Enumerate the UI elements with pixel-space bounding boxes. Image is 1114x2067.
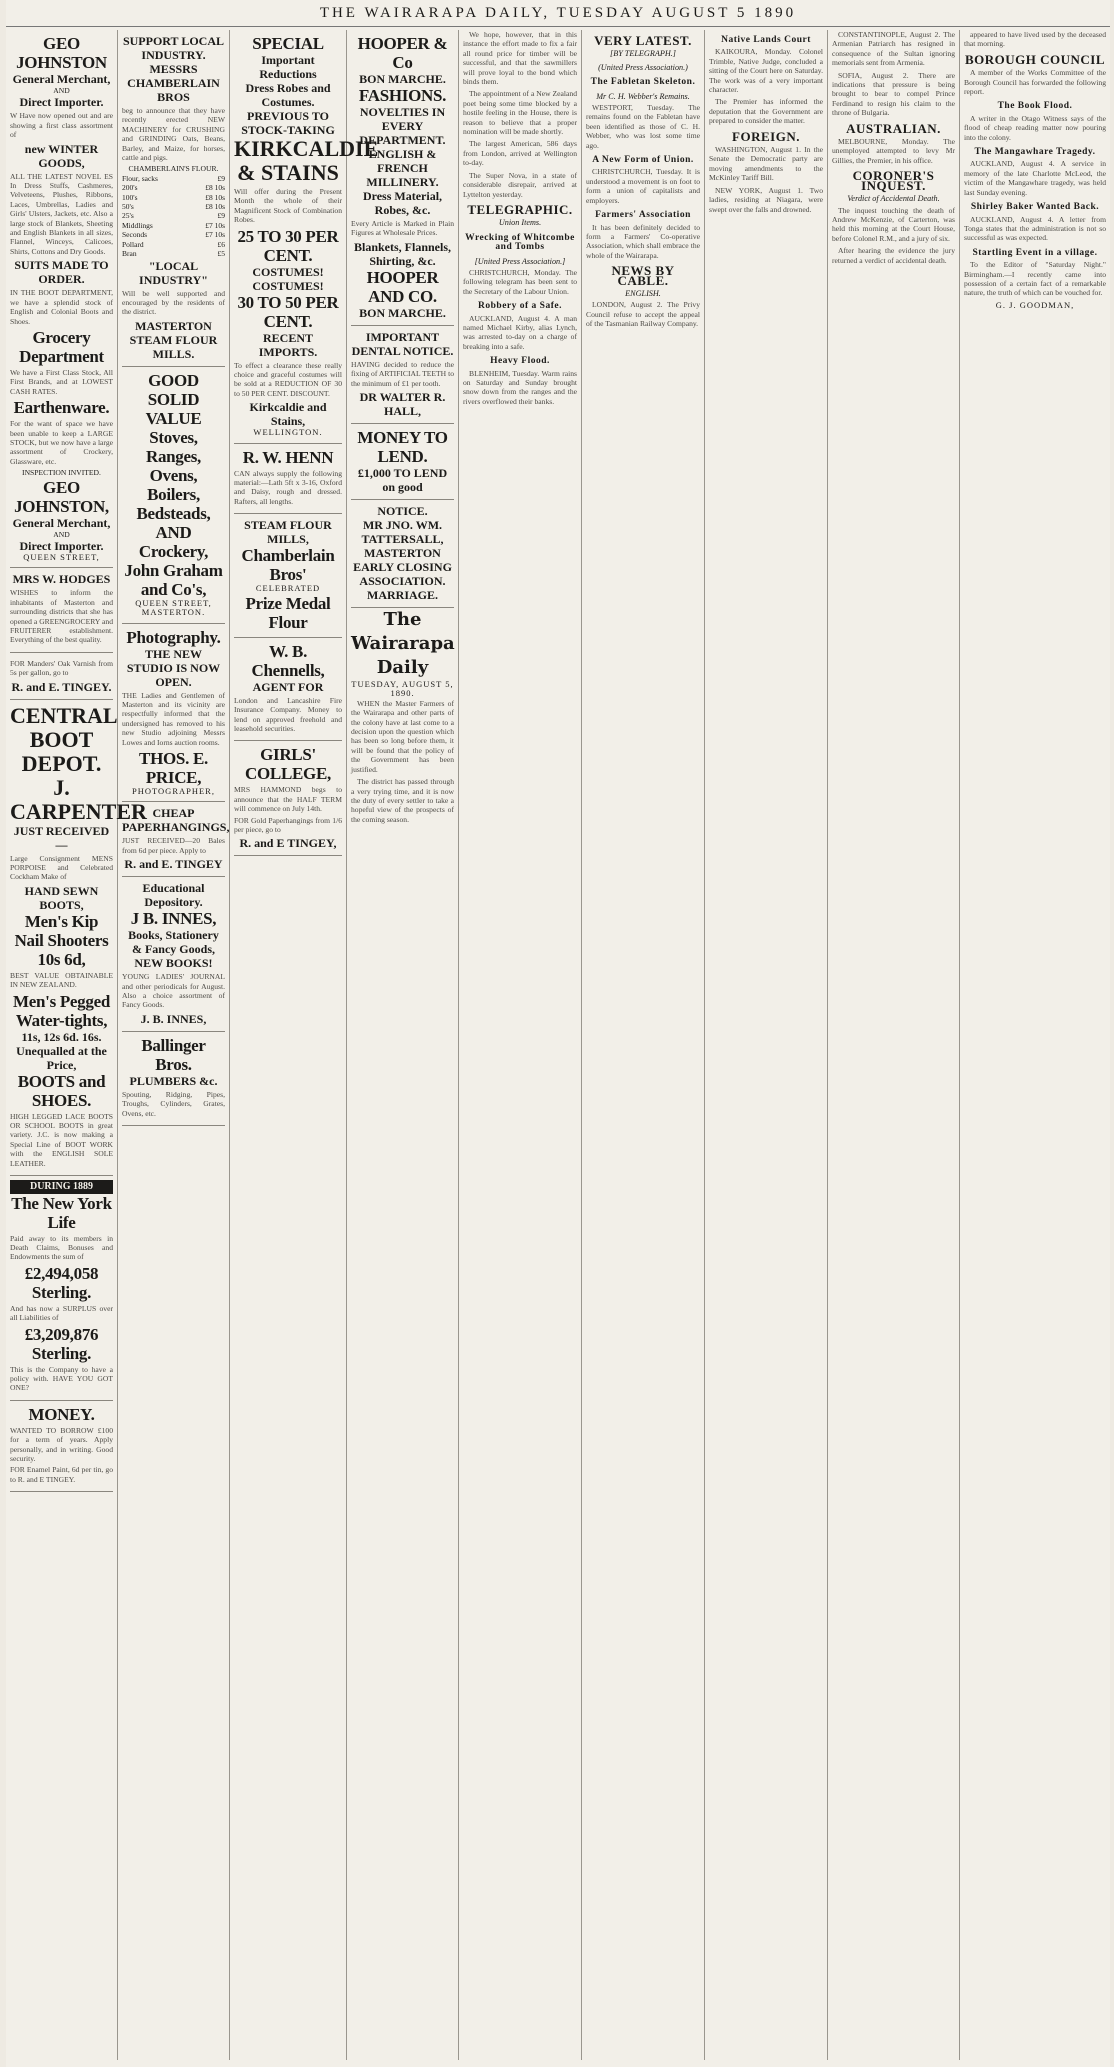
ad-body: Spouting, Ridging, Pipes, Troughs, Cylinders, Grates, Ovens, etc. (122, 1089, 225, 1118)
ad-heading: MRS W. HODGES (12, 572, 111, 587)
ad-girls-college (234, 741, 342, 856)
price-row: Pollard £6 (122, 239, 225, 249)
ad-carpenter (10, 700, 147, 1176)
article (964, 215, 1106, 243)
article (463, 314, 577, 352)
article-heading: A New Form of Union. (592, 155, 694, 166)
ad-heading: MASTERTON STEAM FLOUR MILLS. (129, 318, 218, 361)
article (463, 369, 577, 407)
ad-subheading: AND (53, 86, 70, 95)
section-heading: VERY LATEST. (594, 33, 692, 48)
article (463, 30, 577, 199)
ad-address: WELLINGTON. (253, 427, 323, 438)
column-8 (828, 30, 960, 2060)
subheading: (United Press Association.) (598, 62, 688, 72)
ad-geo-johnston (10, 30, 113, 568)
editorial (351, 608, 454, 824)
column-2 (118, 30, 230, 2060)
price-row: 100's £8 10s (122, 192, 225, 202)
newspaper-page (6, 0, 1110, 2067)
ad-heading: Stoves, Ranges, Ovens, Boilers, Bedsteads, AND Crockery, (136, 427, 211, 561)
article (586, 223, 700, 261)
column-9 (960, 30, 1110, 2060)
ad-body: Paid away to its members in Death Claims, Bonuses and Endowments the sum of (10, 1233, 113, 1262)
article-heading: Wrecking of Whitcombe and Tombs (465, 232, 575, 253)
ad-body: beg to announce that they have recently erected NEW MACHINERY for CRUSHING and GRINDING Oats, Beans, Barley, and Maize, for horses, cattle and pigs. (122, 106, 225, 163)
column-1 (6, 30, 147, 2060)
ad-heading: GEO JOHNSTON (16, 34, 107, 72)
ad-ballinger (122, 1032, 225, 1126)
ad-body: MRS HAMMOND begs to announce that the HALF TERM will commence on July 14th. (234, 785, 342, 814)
article (832, 30, 955, 118)
ad-heading: STEAM FLOUR MILLS, (244, 518, 332, 547)
article (964, 114, 1106, 142)
ad-new-york-life (10, 1176, 113, 1401)
ad-subheading: AGENT FOR (252, 679, 324, 694)
ad-money (10, 1401, 113, 1492)
article-paragraph: MELBOURNE, Monday. The unemployed attempted to levy Mr Gillies, the Premier, in his office. (832, 137, 955, 165)
ad-heading: Grocery Department (19, 327, 104, 366)
ad-subheading: AND (53, 529, 70, 539)
ad-heading: Kirkcaldie and Stains, (249, 400, 327, 429)
article-paragraph: AUCKLAND, August 4. A service in memory of the late Charlotte McLeod, the victim of the Mangawhare tragedy, was held last Sunday evening. (964, 159, 1106, 197)
column-6 (582, 30, 705, 2060)
ad-heading: THOS. E. PRICE, (139, 748, 208, 787)
article (586, 167, 700, 205)
ad-heading: Dress Robes and Costumes. (245, 81, 331, 109)
price-row: 25's £9 (122, 211, 225, 221)
article (709, 47, 823, 125)
ad-body: WANTED TO BORROW £100 for a term of years. Apply personally, and in writing. Good security. (10, 1425, 113, 1463)
column-4 (347, 30, 459, 2060)
ad-heading: NOTICE. (377, 504, 428, 519)
ad-heading: Chamberlain Bros' (241, 546, 335, 585)
ad-heading: SUPPORT LOCAL INDUSTRY. (122, 34, 225, 62)
ad-subheading: NOVELTIES IN EVERY DEPARTMENT. (359, 105, 446, 147)
ad-body: ALL THE LATEST NOVEL ES In Dress Stuffs, Cashmeres, Velveteens, Plushes, Ribbons, Laces, Umbrellas, Ladies and Girls' Ulsters, Jackets, etc. Also a large stock of Blankets, Sheeting and English Blankets in all sizes, Flannel, Winceys, Calicoes, Shirts, Cottons and Dry Goods. (10, 171, 113, 256)
section-heading: CORONER'S INQUEST. (852, 168, 935, 193)
subheading: Union Items. (498, 218, 542, 228)
ad-heading: Photography. (126, 627, 221, 647)
ad-henn (234, 444, 342, 515)
ad-heading: CENTRAL (10, 702, 118, 728)
article-paragraph: WHEN the Master Farmers of the Wairarapa and other parts of the colony have at last come to a decision upon the question which has been so long before them, it will be found that the policy of the Government has been justified. (351, 698, 454, 774)
ad-body: THE Ladies and Gentlemen of Masterton and its vicinity are respectfully informed that the undersigned has removed to his new Studio adjoining Messrs Lowes and Iorns auction rooms. (122, 690, 225, 747)
ad-heading: J B. INNES, (130, 909, 217, 929)
ad-chamberlain-flour (234, 514, 342, 637)
ad-heading: NEW BOOKS! (134, 956, 213, 971)
ad-heading: Ballinger Bros. (141, 1035, 206, 1074)
ad-address: QUEEN STREET, (23, 551, 100, 562)
ad-hooper (351, 30, 454, 326)
ad-heading: Men's Kip Nail Shooters 10s 6d, (14, 911, 109, 969)
ad-heading: R. and E. TINGEY. (11, 679, 112, 694)
ad-heading: MARRIAGE. (367, 588, 438, 603)
ad-heading: INSPECTION INVITED. (22, 468, 101, 478)
article-paragraph: appeared to have lived used by the deceased that morning. (964, 30, 1106, 49)
ad-heading: GOOD SOLID VALUE (145, 370, 202, 428)
ad-subheading: CELEBRATED (255, 583, 321, 594)
section-heading: TELEGRAPHIC. (467, 201, 573, 217)
ad-heading: Earthenware. (13, 398, 110, 418)
issue-date: TUESDAY, AUGUST 5, 1890. (351, 679, 454, 699)
ad-heading: CHAMBERLAIN'S FLOUR. (128, 164, 219, 174)
article-paragraph: NEW YORK, August 1. Two ladies, residing at Niagara, were swept over the falls and drowned. (709, 185, 823, 214)
ad-heading: MONEY TO LEND. (357, 428, 448, 467)
ad-body: Will be well supported and encouraged by the residents of the district. (122, 288, 225, 317)
article-heading: Native Lands Court (721, 35, 811, 45)
ad-john-graham (122, 367, 225, 624)
price-row: 200's £8 10s (122, 183, 225, 193)
ad-heading: HOOPER AND CO. (366, 267, 439, 306)
article-paragraph: KAIKOURA, Monday. Colonel Trimble, Native Judge, concluded a sitting of the Court here on Saturday. The work was of a very important character. (709, 47, 823, 95)
article-paragraph: A writer in the Otago Witness says of the flood of cheap reading matter now pouring into the colony. (964, 113, 1106, 142)
ad-body: YOUNG LADIES' JOURNAL and other periodicals for August. Also a choice assortment of Fancy Goods. (122, 972, 225, 1010)
ad-heading: R. and E TINGEY, (239, 836, 337, 851)
article-paragraph: The district has passed through a very trying time, and it is now the duty of every settler to take a hopeful view of the prospects of the coming season. (351, 777, 454, 824)
subheading: Mr C. H. Webber's Remains. (596, 91, 690, 101)
section-heading: BOROUGH COUNCIL (964, 51, 1106, 67)
ad-subheading: THE NEW STUDIO IS NOW OPEN. (126, 646, 221, 689)
article-paragraph: CHRISTCHURCH, Tuesday. It is understood a movement is on foot to form a union of capitalists and employers. (586, 167, 700, 205)
ad-address: QUEEN STREET, MASTERTON. (135, 597, 212, 618)
ad-heading: FASHIONS. (358, 86, 447, 105)
article (709, 145, 823, 214)
ad-heading: MESSRS CHAMBERLAIN BROS (127, 62, 220, 104)
ad-heading: £1,000 TO LEND on good (357, 466, 448, 495)
ad-subheading: JUST RECEIVED— (13, 823, 110, 852)
ad-body: IN THE BOOT DEPARTMENT, we have a splendid stock of English and Colonial Boots and Shoes. (10, 288, 113, 326)
article-paragraph: SOFIA, August 2. There are indications that pressure is being brought to bear to compel Prince Ferdinand to resign his claim to the throne of Bulgaria. (832, 70, 955, 118)
ad-heading: R. W. HENN (242, 447, 334, 467)
ad-price-photography (122, 624, 225, 803)
price-row: Bran £5 (122, 249, 225, 259)
ad-body: WISHES to inform the inhabitants of Masterton and surrounding districts that she has opened a GREENGROCERY and FRUITERER establishment. Everything of the best quality. (10, 588, 113, 645)
section-heading: NEWS BY CABLE. (611, 263, 675, 288)
ad-heading: BOOTS and SHOES. (17, 1071, 106, 1110)
article-paragraph: CONSTANTINOPLE, August 2. The Armenian Patriarch has resigned in consequence of the Sultan ignoring memorials sent from Armenia. (832, 30, 955, 68)
ad-body: FOR Enamel Paint, 6d per tin, go to R. and E TINGEY. (10, 1465, 113, 1484)
article (586, 300, 700, 328)
ad-body: Will offer during the Present Month the whole of their Magnificent Stock of Combination Robes. (234, 187, 342, 225)
ad-heading: RECENT IMPORTS. (258, 330, 318, 359)
ad-body: W Have now opened out and are showing a first class assortment of (10, 111, 113, 140)
subheading: [BY TELEGRAPH.] (610, 49, 676, 59)
article-paragraph: The Premier has informed the deputation that the Government are prepared to consider the matter. (709, 97, 823, 126)
article-heading: Shirley Baker Wanted Back. (970, 202, 1100, 213)
ad-heading: "LOCAL INDUSTRY" (139, 258, 208, 287)
ad-body: This is the Company to have a policy with. HAVE YOU GOT ONE? (10, 1364, 113, 1393)
ad-heading: MR JNO. WM. TATTERSALL, (361, 518, 444, 547)
article-heading: The Fabletan Skeleton. (590, 77, 696, 88)
article-paragraph: LONDON, August 2. The Privy Council refuse to accept the appeal of the Tasmanian Railway Company. (586, 300, 700, 329)
article-heading: The Mangawhare Tragedy. (974, 147, 1096, 158)
ad-subheading: PHOTOGRAPHER, (132, 785, 215, 796)
ad-heading: GIRLS' COLLEGE, (245, 745, 331, 784)
article-paragraph: WESTPORT, Tuesday. The remains found on the Fabletan have been identified as those of C. H. Webber, who was lost some time ago. (586, 103, 700, 150)
ad-body: HAVING decided to reduce the fixing of ARTIFICIAL TEETH to the minimum of £1 per tooth. (351, 359, 454, 388)
article-paragraph: A member of the Works Committee of the Borough Council has forwarded the following report. (964, 68, 1106, 97)
column-3 (230, 30, 379, 2060)
article (964, 159, 1106, 197)
ad-heading: Educational Depository. (142, 881, 205, 910)
price-row: Middlings £7 10s (122, 220, 225, 230)
ad-heading: £3,209,876 Sterling. (24, 1324, 99, 1363)
ad-heading: BOOT DEPOT. (21, 726, 102, 776)
ad-heading: KIRKCALDIE & STAINS (234, 136, 379, 185)
ad-heading: W. B. Chennells, (251, 641, 325, 680)
ad-body: JUST RECEIVED—20 Bales from 6d per piece. Apply to (122, 836, 225, 855)
article (964, 68, 1106, 96)
ad-body: CAN always supply the following material:—Lath 5ft x 3-16, Oxford and Daisy, rough and dressed. Rafters, all lengths. (234, 468, 342, 506)
ad-heading: CHEAP PAPERHANGINGS, (122, 806, 230, 835)
ad-hodges (10, 568, 113, 652)
ad-heading: HAND SEWN BOOTS, (24, 883, 99, 912)
ad-heading: new WINTER GOODS, (24, 141, 99, 170)
article-heading: Heavy Flood. (490, 356, 550, 367)
ad-body: London and Lancashire Fire Insurance Company. Money to lend on approved freehold and leasehold securities. (234, 695, 342, 733)
article-paragraph: AUCKLAND, August 4. A letter from Tonga states that the administration is not so successful as was expected. (964, 214, 1106, 243)
ad-heading: DURING 1889 (10, 1180, 113, 1193)
article-paragraph: The Super Nova, in a state of considerable disrepair, arrived at Lyttelton yesterday. (463, 170, 577, 199)
column-7 (705, 30, 828, 2060)
ad-subheading: ENGLISH & FRENCH MILLINERY. (366, 147, 439, 189)
article-paragraph: WASHINGTON, August 1. In the Senate the Democratic party are moving amendments to the McKinley Tariff Bill. (709, 145, 823, 183)
ad-heading: Blankets, Flannels, Shirting, &c. (353, 239, 452, 268)
ad-heading: J. B. INNES, (140, 1011, 207, 1026)
article-paragraph: BLENHEIM, Tuesday. Warm rains on Saturday and Sunday brought snow down from the ranges and the rivers overflowed their banks. (463, 368, 577, 406)
article-heading: The Book Flood. (997, 101, 1073, 112)
paper-title: The Wairarapa Daily (351, 609, 455, 679)
ad-heading: John Graham and Co's, (124, 560, 223, 599)
price-row: Seconds £7 10s (122, 230, 225, 240)
dateline: [United Press Association.] (474, 256, 566, 266)
ad-body: FOR Manders' Oak Varnish from 5s per gallon, go to (10, 658, 113, 678)
article-paragraph: The inquest touching the death of Andrew McKenzie, of Carterton, was held this morning at the Court House, before Colonel R.M., and a jury of six. (832, 205, 955, 243)
article (463, 268, 577, 296)
article-heading: Farmers' Association (595, 210, 691, 221)
ad-kirkcaldie-stains (234, 30, 379, 444)
ad-heading: R. and E. TINGEY (124, 857, 223, 872)
signature: G. J. GOODMAN, (995, 299, 1075, 310)
column-5 (459, 30, 582, 2060)
ad-heading: Unequalled at the Price, (16, 1043, 107, 1072)
ad-body: Every Article is Marked in Plain Figures at Wholesale Prices. (351, 219, 454, 238)
ad-heading: 11s, 12s 6d. 16s. (21, 1029, 102, 1044)
section-heading: AUSTRALIAN. (846, 120, 941, 136)
ad-heading: J. CARPENTER (10, 774, 147, 824)
masthead: THE WAIRARAPA DAILY, TUESDAY AUGUST 5 1890 (6, 0, 1110, 27)
price-row: Flour, sacks £9 (122, 173, 225, 183)
ad-subheading: Direct Importer. (19, 538, 104, 553)
ad-tingey-1 (10, 653, 113, 700)
article-paragraph: To the Editor of "Saturday Night." Birmingham.—I recently came into possession of a certain fact of a remarkable nature, the truth of which can be vouched for. (964, 260, 1106, 298)
ad-money-to-lend (351, 424, 454, 500)
ad-heading: Dress Material, Robes, &c. (362, 189, 443, 217)
ad-heading: SPECIAL (252, 34, 324, 53)
ad-heading: SUITS MADE TO ORDER. (14, 258, 109, 287)
ad-heading: Men's Pegged Water-tights, (13, 991, 110, 1030)
article-heading: Robbery of a Safe. (478, 301, 562, 312)
article (964, 260, 1106, 310)
article-paragraph: CHRISTCHURCH, Monday. The following telegram has been sent to the Secretary of the Labour Union. (463, 267, 577, 296)
article-paragraph: The largest American, 586 days from London, arrived at Wellington to-day. (463, 139, 577, 168)
ad-heading: IMPORTANT DENTAL NOTICE. (351, 329, 454, 358)
ad-body: FOR Gold Paperhangings from 1/6 per piece, go to (234, 815, 342, 834)
ad-heading: The New York Life (11, 1193, 112, 1232)
ad-body: We have a First Class Stock, All First Brands, and at LOWEST CASH RATES. (10, 367, 113, 396)
ad-subheading: General Merchant, (12, 72, 111, 86)
price-row: 50's £8 10s (122, 202, 225, 212)
subheading: Verdict of Accidental Death. (847, 194, 940, 204)
ad-heading: Prize Medal Flour (245, 593, 331, 632)
ad-body: And has now a SURPLUS over all Liabilities of (10, 1303, 113, 1323)
ad-subheading: General Merchant, (12, 515, 111, 530)
ad-body: HIGH LEGGED LACE BOOTS OR SCHOOL BOOTS in great variety. J.C. is now making a Special Line of BOOT WORK with the ENGLISH SOLE LEATHER. (10, 1111, 113, 1168)
ad-heading: HOOPER & Co (357, 34, 448, 72)
ad-heading: 30 TO 50 PER CENT. (237, 292, 339, 331)
ad-body: Large Consignment MENS PORPOISE and Celebrated Cockham Make of (10, 853, 113, 882)
ad-dental (351, 326, 454, 424)
ad-heading: MONEY. (28, 1404, 95, 1424)
ad-subheading: PLUMBERS &c. (129, 1073, 218, 1088)
ad-heading: Books, Stationery & Fancy Goods, (128, 928, 219, 957)
ad-heading: 25 TO 30 PER CENT. (237, 226, 339, 265)
ad-subheading: BON MARCHE. (359, 305, 446, 320)
article-paragraph: The appointment of a New Zealand poet being some time blocked by a hostile feeling in the House, there is reason to believe that a proper nomination will be made shortly. (463, 89, 577, 137)
ad-notice (351, 500, 454, 608)
ad-chennells (234, 638, 342, 742)
article-paragraph: After hearing the evidence the jury returned a verdict of accidental death. (832, 246, 955, 265)
ad-subheading: BON MARCHE. (359, 72, 446, 86)
article-paragraph: AUCKLAND, August 4. A man named Michael Kirby, alias Lynch, was arrested to-day on a charge of breaking into a safe. (463, 313, 577, 351)
ad-heading: Important Reductions (259, 53, 317, 81)
ad-subheading: Direct Importer. (19, 95, 104, 110)
article-paragraph: It has been definitely decided to form a Farmers' Co-operative Association, which shall embrace the whole of the Wairarapa. (586, 222, 700, 260)
ad-heading: PREVIOUS TO STOCK-TAKING (241, 109, 335, 137)
article-heading: Startling Event in a village. (972, 247, 1098, 258)
ad-chamberlain-bros (122, 30, 225, 367)
ad-heading: COSTUMES! COSTUMES! (252, 264, 324, 293)
ad-heading: MASTERTON EARLY CLOSING ASSOCIATION. (353, 546, 452, 589)
ad-body: BEST VALUE OBTAINABLE IN NEW ZEALAND. (10, 970, 113, 990)
subheading: ENGLISH. (625, 288, 661, 298)
article (964, 30, 1106, 49)
article (832, 206, 955, 265)
ad-heading: GEO JOHNSTON, (14, 477, 109, 516)
ad-heading: DR WALTER R. HALL, (359, 390, 446, 419)
ad-body: For the want of space we have been unable to keep a LARGE STOCK, but we now have a large assortment of Crockery, Glassware, etc. (10, 419, 113, 466)
ad-body: To effect a clearance these really choice and graceful costumes will be sold at a REDUCTION OF 30 to 50 PER CENT. DISCOUNT. (234, 360, 342, 398)
article-paragraph: We hope, however, that in this instance the effort made to fix a fair all round price for timber will be successful, and that the sawmillers will prove loyal to the bond which binds them. (463, 30, 577, 87)
article (586, 103, 700, 150)
article (832, 137, 955, 165)
ad-innes (122, 877, 225, 1032)
ad-paperhangings (122, 802, 230, 877)
ad-heading: £2,494,058 Sterling. (24, 1263, 99, 1302)
section-heading: FOREIGN. (732, 128, 800, 144)
